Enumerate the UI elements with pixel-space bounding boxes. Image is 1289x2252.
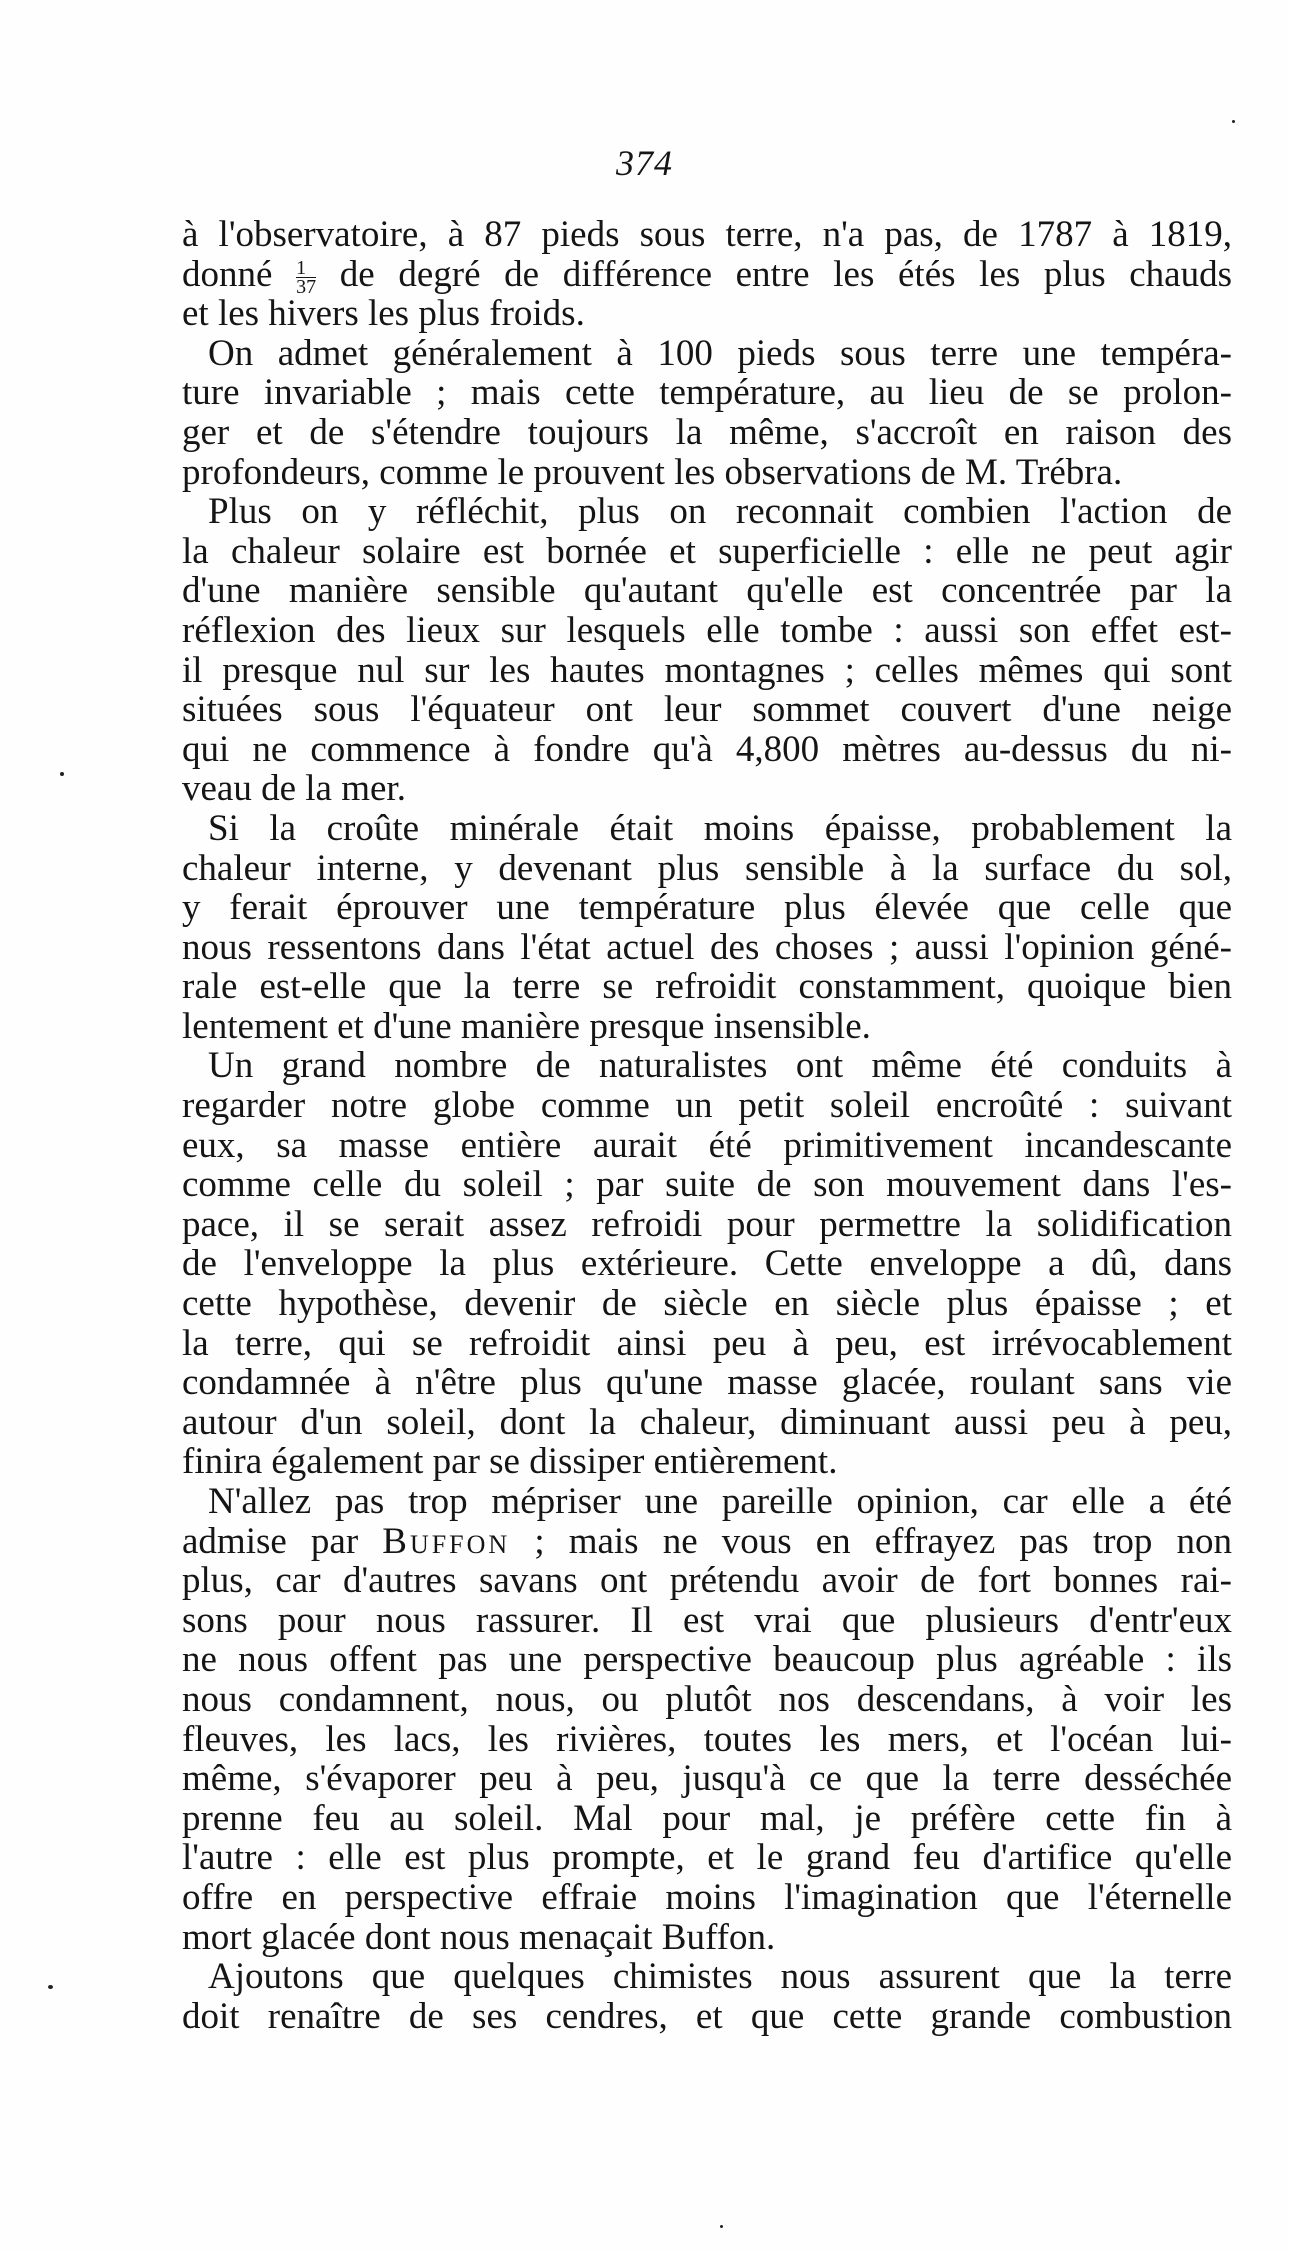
text-line: situées sous l'équateur ont leur sommet couvert d'une neige [182,690,1232,730]
text-line: cette hypothèse, devenir de siècle en siècle plus épaisse ; et [182,1284,1232,1324]
text-line: regarder notre globe comme un petit soleil encroûté : suivant [182,1086,1232,1126]
paragraph-first-line: Plus on y réfléchit, plus on reconnait combien l'action de [208,492,1232,532]
text-line: rale est-elle que la terre se refroidit constamment, quoique bien [182,967,1232,1007]
paragraph-first-line: Ajoutons que quelques chimistes nous assurent que la terre [208,1957,1232,1997]
text-line: nous ressentons dans l'état actuel des choses ; aussi l'opinion géné- [182,927,1232,968]
text-line: d'une manière sensible qu'autant qu'elle est concentrée par la [182,571,1232,611]
text-line: la terre, qui se refroidit ainsi peu à peu, est irrévocablement [182,1323,1232,1364]
fraction-numerator: 1 [296,259,316,278]
text-line: condamnée à n'être plus qu'une masse glacée, roulant sans vie [182,1363,1232,1403]
text-line: finira également par se dissiper entièrement. [182,1442,838,1482]
page-number: 374 [616,143,673,183]
fraction [296,256,317,295]
ink-speck [1232,120,1235,123]
text-line: doit renaître de ses cendres, et que cette grande combustion [182,1996,1232,2037]
text-line: la chaleur solaire est bornée et superficielle : elle ne peut agir [182,531,1232,572]
paragraph-first-line: N'allez pas trop mépriser une pareille opinion, car elle a été [208,1482,1232,1522]
text-line: sons pour nous rassurer. Il est vrai que plusieurs d'entr'eux [182,1600,1232,1641]
text-line: ger et de s'étendre toujours la même, s'accroît en raison des [182,412,1232,453]
text-line: chaleur interne, y devenant plus sensible à la surface du sol, [182,848,1232,889]
text-line: offre en perspective effraie moins l'imagination que l'éternelle [182,1877,1232,1918]
text-line: y ferait éprouver une température plus élevée que celle que [182,888,1232,928]
text-fragment: ; mais ne vous en effrayez pas trop non [534,1521,1232,1562]
text-line: eux, sa masse entière aurait été primitivement incandescante [182,1125,1232,1166]
text-line: de l'enveloppe la plus extérieure. Cette enveloppe a dû, dans [182,1244,1232,1285]
text-line: autour d'un soleil, dont la chaleur, diminuant aussi peu à peu, [182,1402,1232,1443]
ink-speck [60,772,64,776]
ink-speck [720,2225,723,2228]
text-line: mort glacée dont nous menaçait Buffon. [182,1917,776,1958]
text-fragment: donné [182,254,273,295]
text-line: veau de la mer. [182,769,406,809]
text-fragment: admise par [182,1521,359,1562]
text-line: à l'observatoire, à 87 pieds sous terre, n'a pas, de 1787 à 1819, [182,215,1232,255]
text-line [182,1522,1232,1562]
text-line: ture invariable ; mais cette température, au lieu de se prolon- [182,373,1232,413]
text-line: même, s'évaporer peu à peu, jusqu'à ce que la terre desséchée [182,1759,1232,1799]
text-fragment: de degré de différence entre les étés les plus chauds [339,254,1232,295]
ink-speck [48,1985,53,1989]
text-line: nous condamnent, nous, ou plutôt nos descendans, à voir les [182,1679,1232,1720]
text-line: l'autre : elle est plus prompte, et le grand feu d'artifice qu'elle [182,1838,1232,1878]
text-line: prenne feu au soleil. Mal pour mal, je préfère cette fin à [182,1798,1232,1839]
text-line: ne nous offent pas une perspective beaucoup plus agréable : ils [182,1640,1232,1680]
paragraph-first-line: On admet généralement à 100 pieds sous terre une tempéra- [208,333,1232,374]
paragraph-first-line: Si la croûte minérale était moins épaisse, probablement la [208,808,1232,849]
text-line: comme celle du soleil ; par suite de son mouvement dans l'es- [182,1165,1232,1205]
text-line: qui ne commence à fondre qu'à 4,800 mètres au-dessus du ni- [182,729,1232,770]
fraction-denominator: 37 [296,275,317,295]
body-text [182,215,1232,2036]
text-line: et les hivers les plus froids. [182,294,585,334]
text-line: profondeurs, comme le prouvent les observations de M. Trébra. [182,452,1123,493]
text-line: lentement et d'une manière presque insensible. [182,1006,871,1047]
text-line: réflexion des lieux sur lesquels elle tombe : aussi son effet est- [182,610,1232,651]
text-line [182,255,1232,295]
text-line: fleuves, les lacs, les rivières, toutes les mers, et l'océan lui- [182,1719,1232,1760]
author-name-smallcaps: Buffon [382,1521,511,1562]
paragraph-first-line: Un grand nombre de naturalistes ont même été conduits à [208,1046,1232,1087]
text-line: il presque nul sur les hautes montagnes ; celles mêmes qui sont [182,650,1232,691]
text-line: pace, il se serait assez refroidi pour permettre la solidification [182,1204,1232,1245]
text-line: plus, car d'autres savans ont prétendu avoir de fort bonnes rai- [182,1561,1232,1601]
